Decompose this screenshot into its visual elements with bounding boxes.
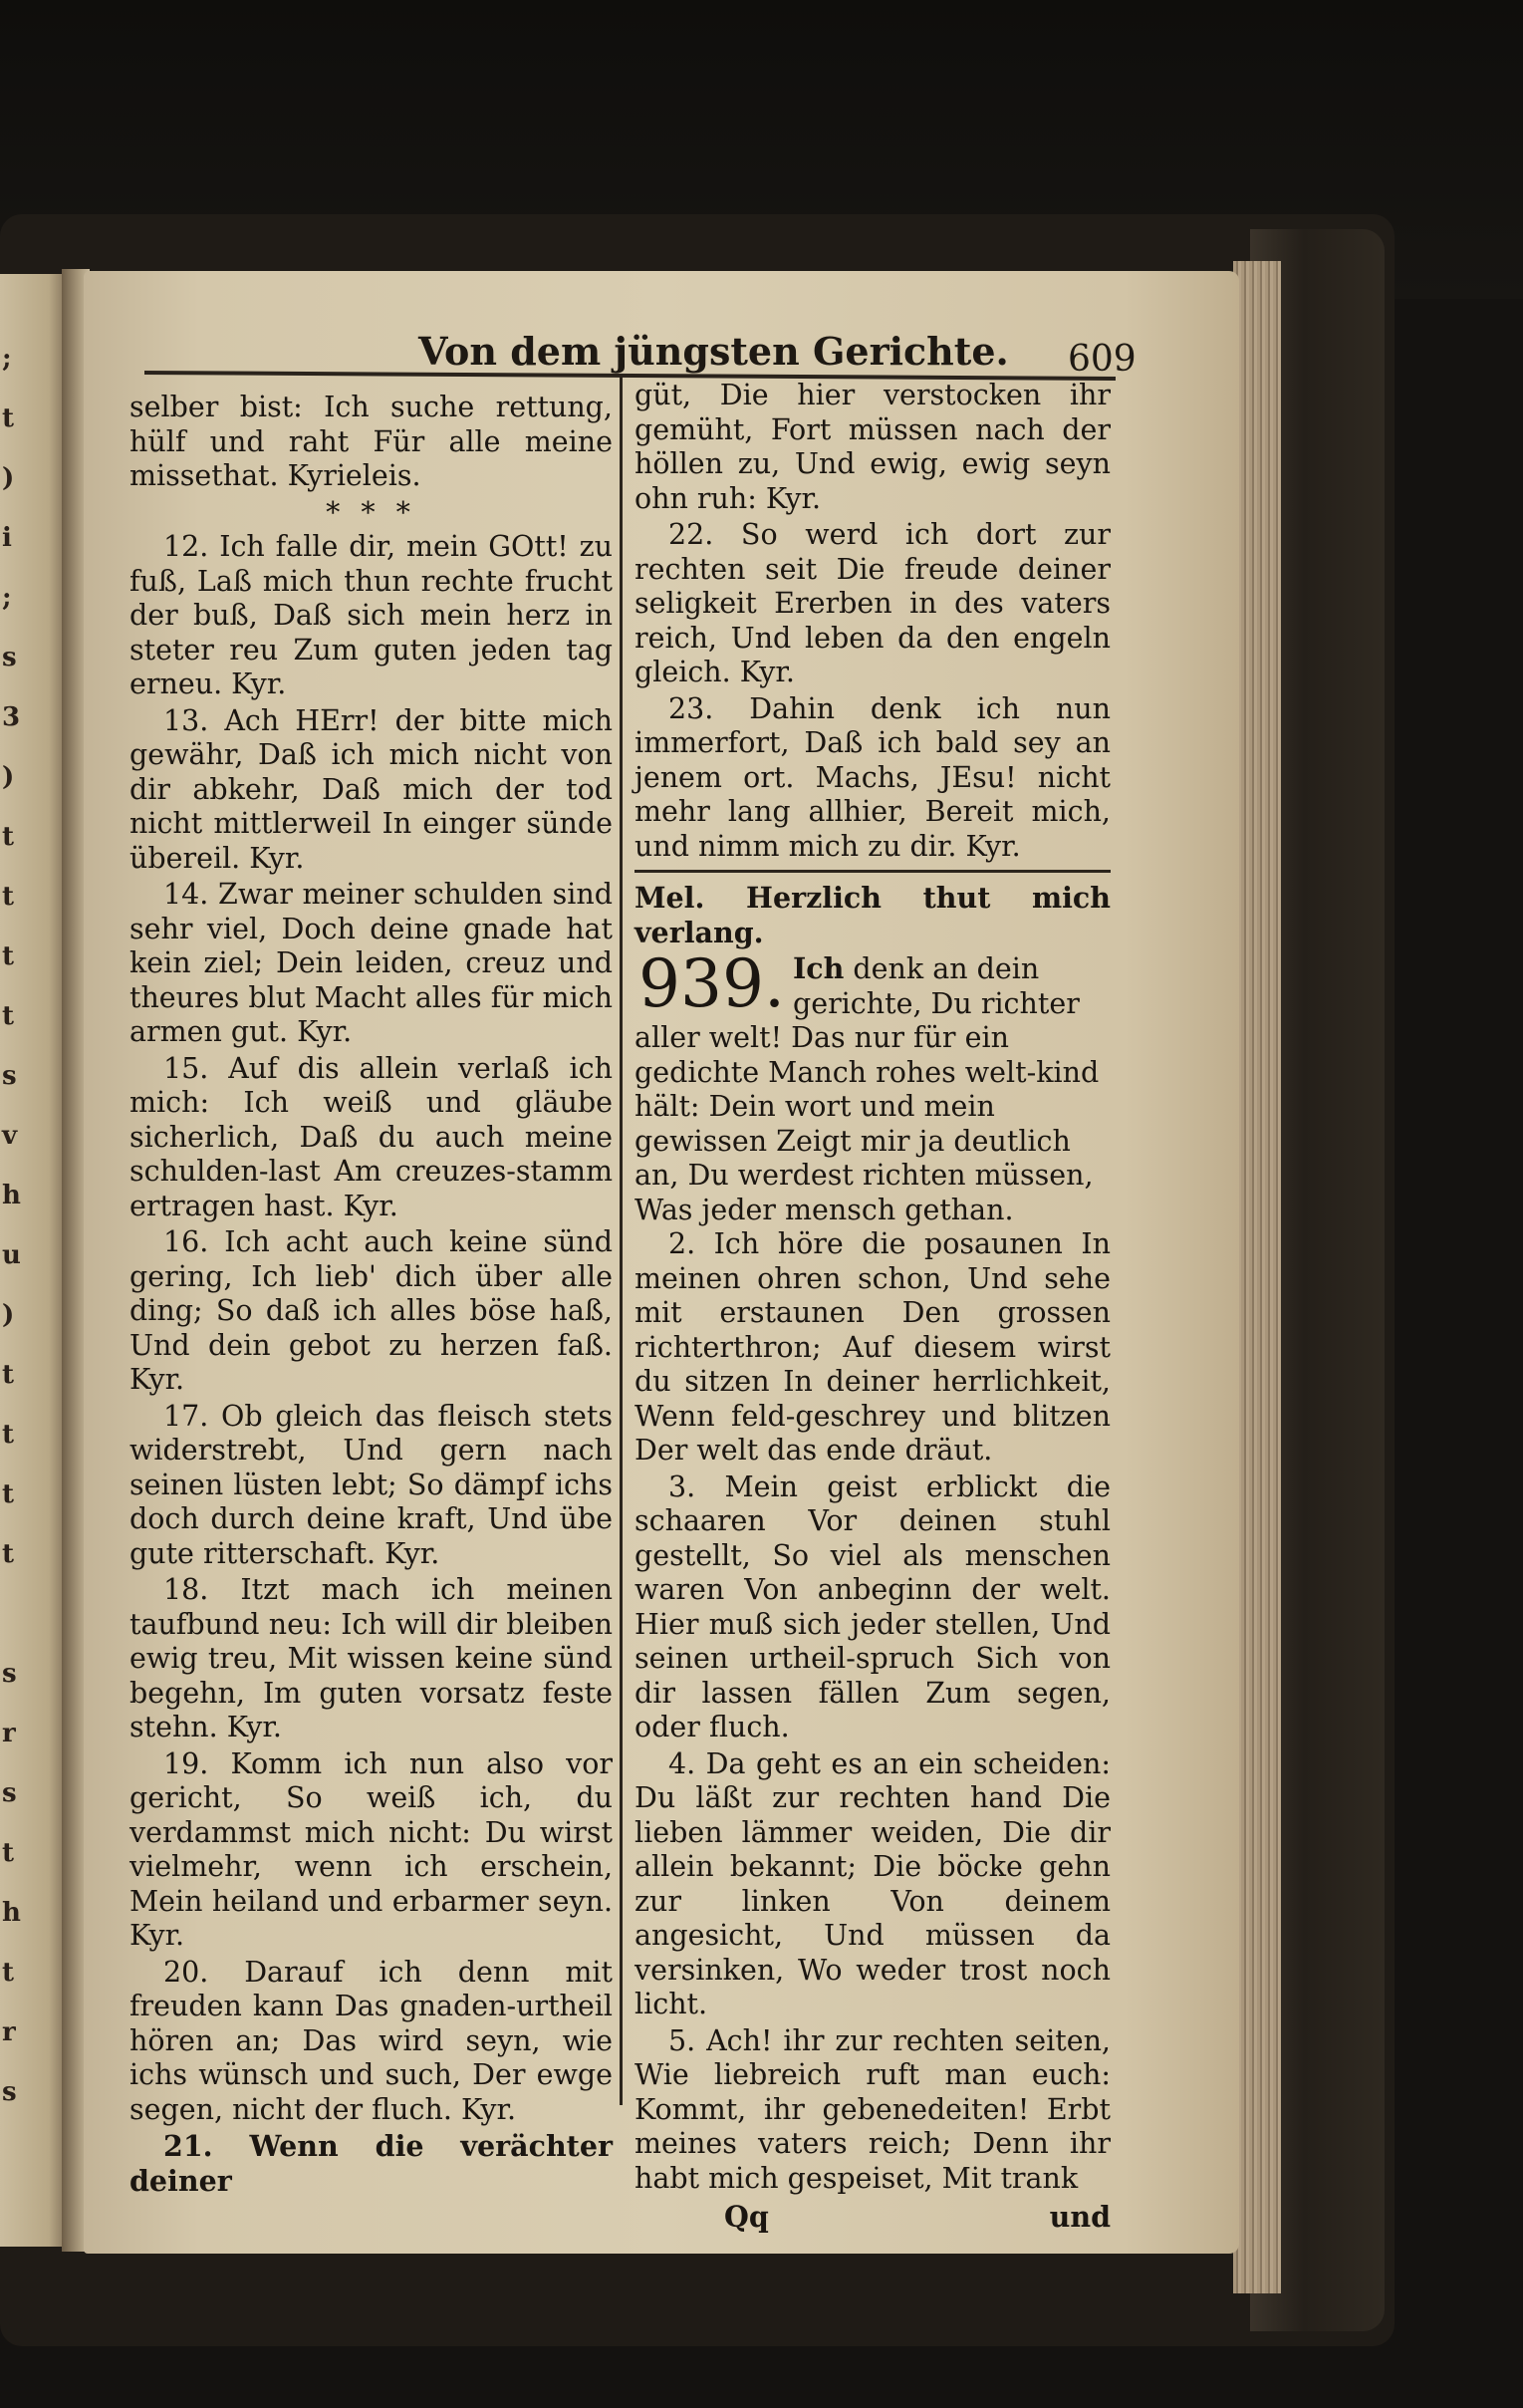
column-rule bbox=[620, 377, 623, 2105]
stanza: 4. Da geht es an ein scheiden: Du läßt zur rechten hand Die lieben lämmer weiden, Die dir allein bekannt; Die böcke gehn zur linken Von deinem angesicht, Und müssen da versinken, Wo weder trost noch licht. bbox=[635, 1746, 1111, 2020]
stanza: 3. Mein geist erblickt die schaaren Vor deinen stuhl gestellt, So viel als menschen waren Von anbeginn der welt. Hier muß sich jeder stellen, Und seinen urtheil-spruch Sich von dir lassen fällen Zum segen, oder fluch. bbox=[635, 1470, 1111, 1743]
right-column bbox=[635, 379, 1111, 2235]
stanza: 5. Ach! ihr zur rechten seiten, Wie liebreich ruft man euch: Kommt, ihr gebenedeiten! Erbt meines vaters reich; Denn ihr habt mich gespeiset, Mit trank bbox=[635, 2023, 1111, 2195]
hymn-939-start bbox=[635, 951, 1111, 1227]
page-number: 609 bbox=[1068, 339, 1137, 380]
stanza-line: selber bist: Ich suche rettung, hülf und raht Für alle meine missethat. Kyrieleis. bbox=[129, 391, 613, 492]
stanza: 23. Dahin denk ich nun immerfort, Daß ich bald sey an jenem ort. Machs, JEsu! nicht mehr lang allhier, Bereit mich, und nimm mich zu dir. Kyr. bbox=[635, 691, 1111, 863]
stanza: 15. Auf dis allein verlaß ich mich: Ich weiß und gläube sicherlich, Daß du auch meine schulden-last Am creuzes-stamm ertragen hast. Kyr. bbox=[129, 1051, 613, 1222]
facing-page-letters: ; t ) i ; s 3 ) t t t t s v h u ) t t t t s r s t h t r s bbox=[2, 344, 21, 2107]
stanza: 12. Ich falle dir, mein GOtt! zu fuß, Laß mich thun rechte frucht der buß, Daß sich mein herz in steter reu Zum guten jeden tag erneu. Kyr. bbox=[129, 530, 613, 700]
hymn-divider bbox=[635, 870, 1111, 873]
left-column bbox=[129, 391, 613, 2200]
stanza: 17. Ob gleich das fleisch stets widerstrebt, Und gern nach seinen lüsten lebt; So dämpf ichs doch durch deine kraft, Und übe gute ritterschaft. Kyr. bbox=[129, 1399, 613, 1570]
melody-line: Mel. Herzlich thut mich verlang. bbox=[635, 881, 1111, 949]
stanza: 18. Itzt mach ich meinen taufbund neu: Ich will dir bleiben ewig treu, Mit wissen keine sünd begehn, Im guten vorsatz feste stehn. Kyr. bbox=[129, 1573, 613, 1743]
stanza: 22. So werd ich dort zur rechten seit Die freude deiner seligkeit Ererben in des vaters reich, Und leben da den engeln gleich. Kyr. bbox=[635, 518, 1111, 688]
catchword: und bbox=[1049, 2200, 1111, 2234]
signature-mark: Qq bbox=[724, 2200, 769, 2234]
stanza-continues: 21. Wenn die verächter deiner bbox=[129, 2129, 613, 2198]
stanza: 20. Darauf ich denn mit freuden kann Das gnaden-urtheil hören an; Das wird seyn, wie ichs wünsch und such, Der ewge segen, nicht der fluch. Kyr. bbox=[129, 1955, 613, 2126]
page-footer bbox=[635, 2200, 1111, 2235]
drop-cap: Ich bbox=[792, 951, 845, 985]
stanza: 16. Ich acht auch keine sünd gering, Ich lieb' dich über alle ding; So daß ich alles böse haß, Und dein gebot zu herzen faß. Kyr. bbox=[129, 1225, 613, 1396]
first-stanza: denk an dein gerichte, Du richter aller welt! Das nur für ein gedichte Manch rohes welt-kind hält: Dein wort und mein gewissen Zeigt mir ja deutlich an, Du werdest richten müssen, Was jeder mensch gethan. bbox=[635, 952, 1100, 1226]
hymn-number: 939. bbox=[638, 951, 785, 1022]
stanza: 2. Ich höre die posaunen In meinen ohren schon, Und sehe mit erstaunen Den grossen richterthron; Auf diesem wirst du sitzen In deiner herrlichkeit, Wenn feld-geschrey und blitzen Der welt das ende dräut. bbox=[635, 1227, 1111, 1467]
running-head: Von dem jüngsten Gerichte. bbox=[418, 329, 1009, 374]
stanza: 14. Zwar meiner schulden sind sehr viel, Doch deine gnade hat kein ziel; Dein leiden, creuz und theures blut Macht alles für mich armen gut. Kyr. bbox=[129, 878, 613, 1048]
stanza: 19. Komm ich nun also vor gericht, So weiß ich, du verdammst mich nicht: Du wirst vielmehr, wenn ich erschein, Mein heiland und erbarmer seyn. Kyr. bbox=[129, 1746, 613, 1952]
stanza: güt, Die hier verstocken ihr gemüht, Fort müssen nach der höllen zu, Und ewig, ewig seyn ohn ruh: Kyr. bbox=[635, 379, 1111, 515]
ornament-stars: * * * bbox=[326, 495, 416, 529]
stanza: 13. Ach HErr! der bitte mich gewähr, Daß ich mich nicht von dir abkehr, Daß mich der tod nicht mittlerweil In einger sünde übereil. Kyr. bbox=[129, 703, 613, 875]
page-fore-edge bbox=[1233, 261, 1281, 2293]
